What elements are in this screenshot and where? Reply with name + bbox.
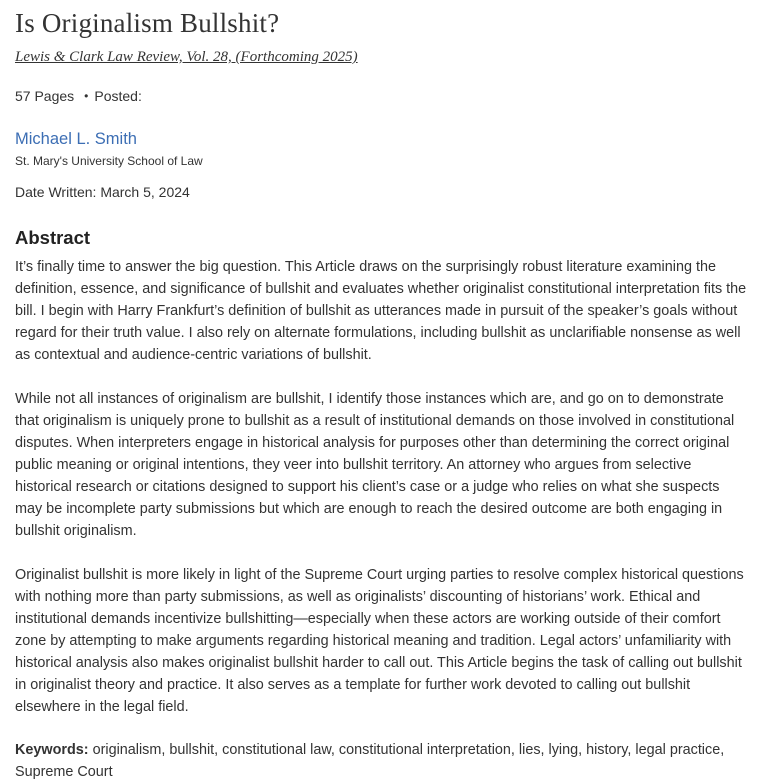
keywords-section [15,739,750,783]
posted-label: Posted: [94,88,142,104]
keywords-list: originalism, bullshit, constitutional law, constitutional interpretation, lies, lying, history, legal practice, Supreme Court [15,742,725,780]
abstract-paragraph: It’s finally time to answer the big question. This Article draws on the surprisingly robust literature examining the definition, essence, and significance of bullshit and evaluates whether originalist constitutional interpretation fits the bill. I begin with Harry Frankfurt’s definition of bullshit as utterances made in pursuit of the speaker’s goals without regard for their truth value. I also rely on alternate formulations, including bullshit as unclarifiable nonsense as well as contextual and audience-centric variations of bullshit. [15,259,747,363]
journal-link[interactable]: Lewis & Clark Law Review, Vol. 28, (Forthcoming 2025) [15,49,358,65]
date-written: Date Written: March 5, 2024 [15,184,190,200]
keywords-label: Keywords: [15,742,89,758]
author-link[interactable]: Michael L. Smith [15,130,137,148]
abstract-paragraph: While not all instances of originalism are bullshit, I identify those instances which are, and go on to demonstrate that originalism is uniquely prone to bullshit as a result of institutional demands on those involved in constitutional disputes. When interpreters engage in historical analysis for purposes other than determining the correct original public meaning or original intentions, they veer into bullshit territory. An attorney who argues from selective historical research or citations designed to support his client’s case or a judge who relies on what she suspects may be incomplete party submissions but which are enough to reach the desired outcome are both engaging in bullshit originalism. [15,391,735,539]
abstract-paragraph: Originalist bullshit is more likely in light of the Supreme Court urging parties to resolve complex historical questions with nothing more than party submissions, as well as originalists’ discounting of historians’ work. Ethical and institutional demands incentivize bullshitting—especially when these actors are working outside of their comfort zone by attempting to make arguments regarding historical meaning and tradition. Legal actors’ unfamiliarity with historical analysis also makes originalist bullshit harder to call out. This Article begins the task of calling out bullshit in originalist theory and practice. It also serves as a template for further work devoted to calling out bullshit elsewhere in the legal field. [15,567,744,715]
paper-title: Is Originalism Bullshit? [15,8,280,38]
abstract-body [15,256,750,718]
page-count: 57 Pages [15,88,75,104]
abstract-heading: Abstract [15,227,91,248]
author-affiliation: St. Mary's University School of Law [15,154,203,168]
meta-separator: • [84,89,89,103]
paper-meta [15,87,748,106]
